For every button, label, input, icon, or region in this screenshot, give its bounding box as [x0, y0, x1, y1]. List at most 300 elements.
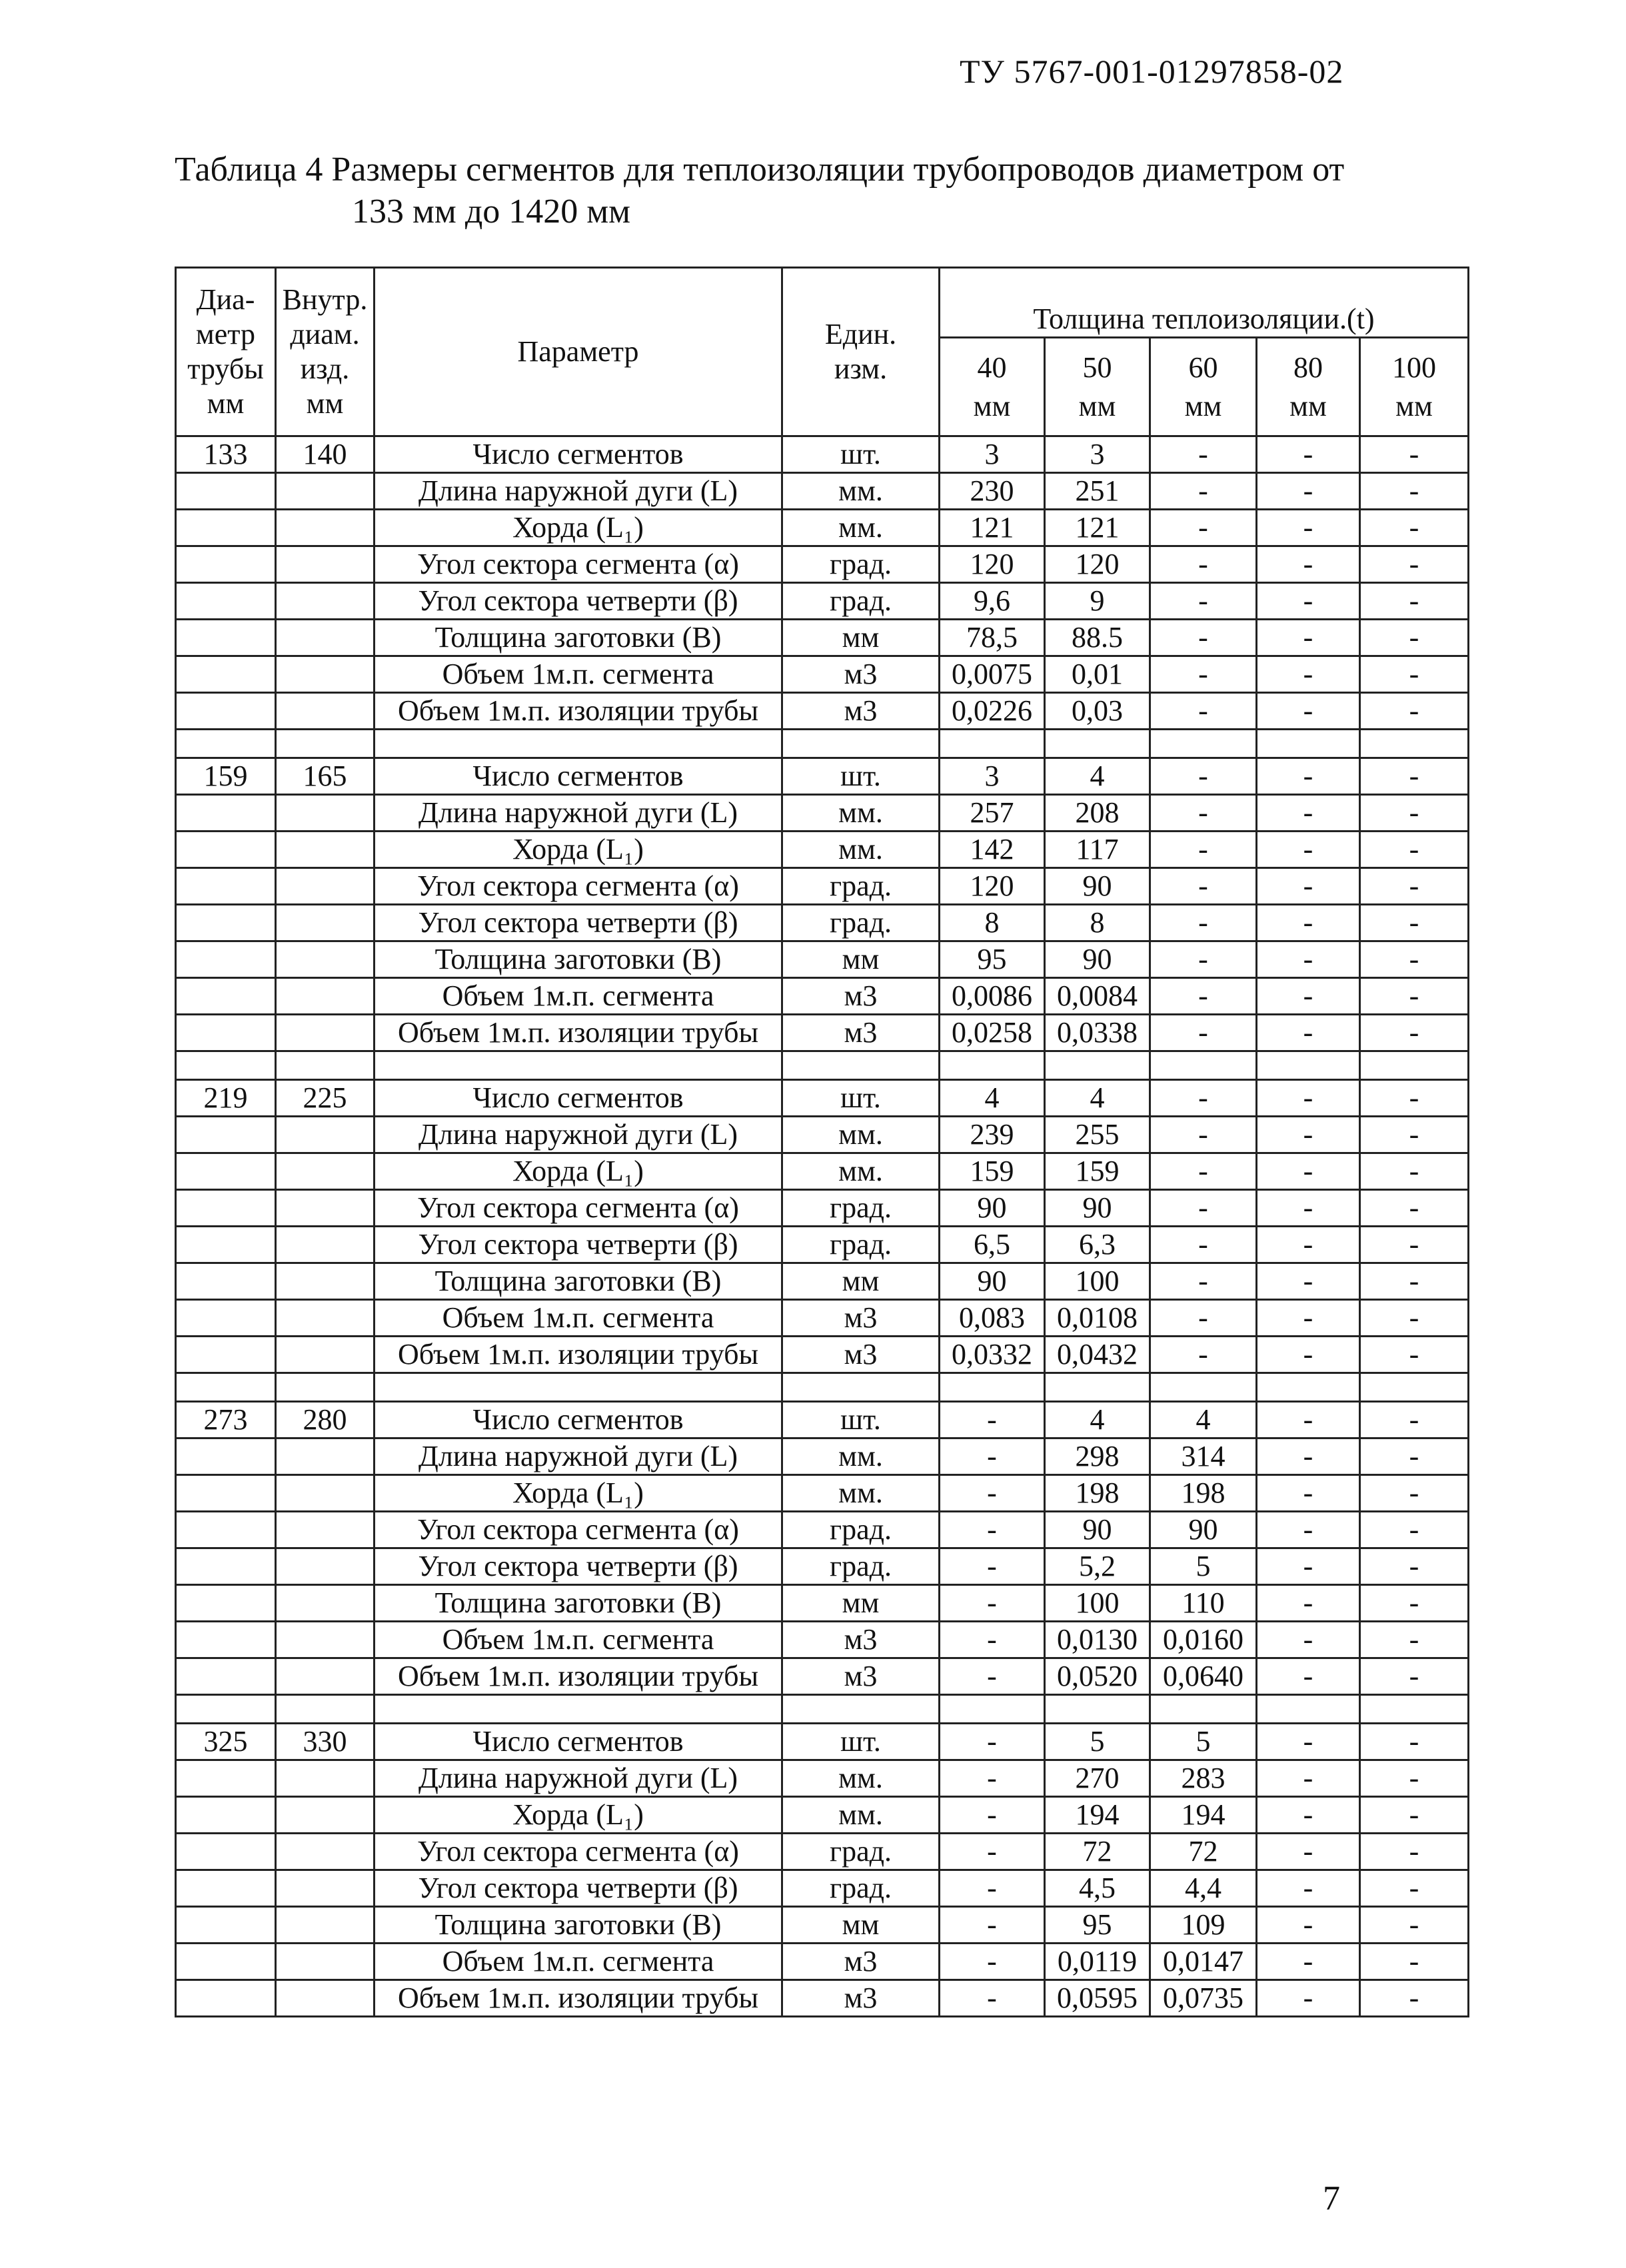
- cell-parameter: Число сегментов: [375, 1724, 782, 1760]
- header-thickness-60: 60 мм: [1150, 338, 1257, 436]
- cell-inner-diameter: [276, 1548, 375, 1585]
- empty-cell: [1150, 1695, 1257, 1724]
- cell-parameter: Объем 1м.п. сегмента: [375, 1622, 782, 1658]
- cell-value: 72: [1150, 1834, 1257, 1870]
- cell-value: -: [1257, 1658, 1360, 1695]
- cell-value: 0,0160: [1150, 1622, 1257, 1658]
- cell-value: 88.5: [1045, 620, 1150, 656]
- cell-value: 0,0735: [1150, 1980, 1257, 2017]
- cell-value: -: [1257, 758, 1360, 795]
- cell-parameter: Толщина заготовки (В): [375, 1263, 782, 1300]
- empty-cell: [176, 1373, 276, 1402]
- cell-unit: град.: [782, 1512, 940, 1548]
- cell-unit: мм.: [782, 1438, 940, 1475]
- header-thickness-group: Толщина теплоизоляции.(t): [940, 268, 1469, 338]
- cell-value: 117: [1045, 832, 1150, 868]
- table-row: [176, 758, 1469, 795]
- cell-value: 120: [940, 546, 1045, 583]
- cell-value: 0,0258: [940, 1015, 1045, 1051]
- cell-diameter: [176, 868, 276, 905]
- table-row: [176, 1153, 1469, 1190]
- cell-parameter: Объем 1м.п. изоляции трубы: [375, 1015, 782, 1051]
- cell-inner-diameter: [276, 1870, 375, 1907]
- empty-cell: [1257, 730, 1360, 758]
- cell-unit: м3: [782, 1300, 940, 1337]
- cell-parameter: Угол сектора сегмента (α): [375, 546, 782, 583]
- empty-cell: [276, 1695, 375, 1724]
- empty-cell: [176, 730, 276, 758]
- cell-value: -: [1360, 1724, 1469, 1760]
- cell-diameter: 219: [176, 1080, 276, 1117]
- cell-inner-diameter: [276, 620, 375, 656]
- cell-value: -: [1360, 1870, 1469, 1907]
- cell-value: 0,0226: [940, 693, 1045, 730]
- group-separator-row: [176, 1695, 1469, 1724]
- cell-value: 4,5: [1045, 1870, 1150, 1907]
- cell-value: 90: [1045, 1190, 1150, 1227]
- cell-unit: град.: [782, 1548, 940, 1585]
- cell-value: 5: [1150, 1724, 1257, 1760]
- cell-value: -: [1257, 1834, 1360, 1870]
- cell-value: -: [940, 1870, 1045, 1907]
- cell-unit: град.: [782, 1870, 940, 1907]
- cell-value: -: [1360, 941, 1469, 978]
- table-row: [176, 1622, 1469, 1658]
- cell-diameter: [176, 1153, 276, 1190]
- cell-value: 159: [940, 1153, 1045, 1190]
- cell-diameter: [176, 620, 276, 656]
- cell-diameter: [176, 1980, 276, 2017]
- cell-parameter: Длина наружной дуги (L): [375, 1438, 782, 1475]
- cell-parameter: Толщина заготовки (В): [375, 620, 782, 656]
- empty-cell: [1257, 1373, 1360, 1402]
- cell-inner-diameter: 140: [276, 436, 375, 473]
- cell-value: 3: [1045, 436, 1150, 473]
- cell-value: 270: [1045, 1760, 1150, 1797]
- empty-cell: [1045, 1051, 1150, 1080]
- cell-value: -: [1257, 1402, 1360, 1438]
- table-row: [176, 795, 1469, 832]
- cell-value: -: [1150, 436, 1257, 473]
- cell-value: -: [1360, 1117, 1469, 1153]
- cell-value: 121: [940, 510, 1045, 546]
- header-inner-diameter: Внутр. диам. изд. мм: [276, 268, 375, 436]
- cell-diameter: [176, 473, 276, 510]
- cell-unit: мм.: [782, 510, 940, 546]
- cell-value: -: [940, 1944, 1045, 1980]
- cell-parameter: Толщина заготовки (В): [375, 941, 782, 978]
- header-thickness-50: 50 мм: [1045, 338, 1150, 436]
- cell-parameter: Объем 1м.п. изоляции трубы: [375, 1658, 782, 1695]
- table-body: [176, 436, 1469, 2017]
- cell-value: -: [1360, 1438, 1469, 1475]
- cell-value: 239: [940, 1117, 1045, 1153]
- empty-cell: [276, 730, 375, 758]
- cell-value: -: [940, 1658, 1045, 1695]
- cell-value: -: [1360, 905, 1469, 941]
- cell-value: 0,0119: [1045, 1944, 1150, 1980]
- cell-value: -: [1150, 1015, 1257, 1051]
- empty-cell: [375, 1373, 782, 1402]
- table-row: [176, 1585, 1469, 1622]
- cell-inner-diameter: [276, 1475, 375, 1512]
- cell-unit: мм.: [782, 1153, 940, 1190]
- cell-value: 90: [1045, 1512, 1150, 1548]
- cell-diameter: [176, 546, 276, 583]
- cell-value: -: [1150, 1117, 1257, 1153]
- cell-value: -: [1257, 1438, 1360, 1475]
- empty-cell: [276, 1051, 375, 1080]
- empty-cell: [782, 1051, 940, 1080]
- cell-diameter: [176, 1015, 276, 1051]
- cell-inner-diameter: [276, 1944, 375, 1980]
- cell-value: -: [1150, 1227, 1257, 1263]
- cell-value: 90: [1045, 868, 1150, 905]
- cell-value: -: [940, 1585, 1045, 1622]
- cell-diameter: [176, 1760, 276, 1797]
- cell-value: -: [1257, 1944, 1360, 1980]
- cell-parameter: Хорда (L₁): [375, 832, 782, 868]
- cell-value: -: [1257, 473, 1360, 510]
- cell-diameter: [176, 1263, 276, 1300]
- cell-unit: шт.: [782, 758, 940, 795]
- table-row: [176, 1724, 1469, 1760]
- cell-value: -: [1257, 1153, 1360, 1190]
- cell-value: -: [1257, 941, 1360, 978]
- cell-unit: мм.: [782, 473, 940, 510]
- cell-value: -: [1257, 1980, 1360, 2017]
- cell-inner-diameter: [276, 1117, 375, 1153]
- cell-value: 95: [1045, 1907, 1150, 1944]
- cell-value: -: [1150, 978, 1257, 1015]
- cell-value: -: [1150, 795, 1257, 832]
- cell-value: 4: [940, 1080, 1045, 1117]
- document-code: ТУ 5767-001-01297858-02: [960, 53, 1344, 90]
- header-thickness-80: 80 мм: [1257, 338, 1360, 436]
- cell-unit: м3: [782, 1337, 940, 1373]
- cell-value: -: [1360, 1475, 1469, 1512]
- table-row: [176, 941, 1469, 978]
- cell-diameter: [176, 1658, 276, 1695]
- cell-parameter: Длина наружной дуги (L): [375, 473, 782, 510]
- cell-value: -: [940, 1797, 1045, 1834]
- cell-value: -: [1150, 473, 1257, 510]
- empty-cell: [176, 1051, 276, 1080]
- table-row: [176, 1117, 1469, 1153]
- cell-value: -: [1257, 795, 1360, 832]
- cell-inner-diameter: [276, 693, 375, 730]
- empty-cell: [940, 1695, 1045, 1724]
- cell-value: -: [1360, 1300, 1469, 1337]
- cell-value: 3: [940, 436, 1045, 473]
- empty-cell: [782, 730, 940, 758]
- cell-inner-diameter: [276, 1907, 375, 1944]
- cell-value: -: [1150, 1300, 1257, 1337]
- table-row: [176, 1944, 1469, 1980]
- cell-value: -: [940, 1760, 1045, 1797]
- cell-unit: мм: [782, 620, 940, 656]
- cell-inner-diameter: [276, 941, 375, 978]
- cell-inner-diameter: [276, 1300, 375, 1337]
- cell-value: -: [1257, 693, 1360, 730]
- cell-diameter: [176, 1944, 276, 1980]
- cell-parameter: Объем 1м.п. сегмента: [375, 1944, 782, 1980]
- cell-inner-diameter: [276, 1622, 375, 1658]
- cell-value: -: [1257, 1117, 1360, 1153]
- table-row: [176, 1190, 1469, 1227]
- table-header: [176, 268, 1469, 436]
- cell-value: -: [1257, 1263, 1360, 1300]
- cell-value: -: [1257, 1907, 1360, 1944]
- cell-inner-diameter: [276, 1337, 375, 1373]
- cell-unit: град.: [782, 1227, 940, 1263]
- cell-value: -: [1257, 978, 1360, 1015]
- table-caption-line-1: Таблица 4 Размеры сегментов для теплоизоляции трубопроводов диаметром от: [175, 151, 1345, 189]
- cell-unit: мм: [782, 1907, 940, 1944]
- cell-unit: град.: [782, 868, 940, 905]
- cell-inner-diameter: 165: [276, 758, 375, 795]
- cell-parameter: Объем 1м.п. сегмента: [375, 656, 782, 693]
- cell-value: -: [1150, 546, 1257, 583]
- cell-value: 5,2: [1045, 1548, 1150, 1585]
- cell-unit: мм.: [782, 1475, 940, 1512]
- cell-value: -: [1257, 583, 1360, 620]
- cell-value: 4,4: [1150, 1870, 1257, 1907]
- cell-unit: шт.: [782, 1402, 940, 1438]
- segments-table: [175, 267, 1469, 2017]
- cell-value: 100: [1045, 1263, 1150, 1300]
- cell-value: 0,03: [1045, 693, 1150, 730]
- table-row: [176, 1300, 1469, 1337]
- cell-value: -: [1257, 656, 1360, 693]
- cell-diameter: [176, 1548, 276, 1585]
- cell-inner-diameter: [276, 1658, 375, 1695]
- cell-value: -: [1150, 1263, 1257, 1300]
- cell-value: 0,0075: [940, 656, 1045, 693]
- cell-parameter: Число сегментов: [375, 1080, 782, 1117]
- header-parameter: Параметр: [375, 268, 782, 436]
- cell-unit: мм: [782, 1263, 940, 1300]
- cell-unit: м3: [782, 1980, 940, 2017]
- cell-diameter: [176, 941, 276, 978]
- cell-unit: м3: [782, 1622, 940, 1658]
- cell-diameter: [176, 1438, 276, 1475]
- cell-value: -: [1360, 656, 1469, 693]
- cell-value: -: [940, 1438, 1045, 1475]
- table-row: [176, 1548, 1469, 1585]
- cell-parameter: Толщина заготовки (В): [375, 1907, 782, 1944]
- cell-value: 95: [940, 941, 1045, 978]
- cell-value: 230: [940, 473, 1045, 510]
- cell-diameter: [176, 832, 276, 868]
- cell-inner-diameter: [276, 1190, 375, 1227]
- empty-cell: [1257, 1695, 1360, 1724]
- cell-diameter: [176, 693, 276, 730]
- cell-value: 0,0332: [940, 1337, 1045, 1373]
- table-row: [176, 1797, 1469, 1834]
- cell-diameter: [176, 583, 276, 620]
- cell-value: -: [1360, 546, 1469, 583]
- empty-cell: [1150, 730, 1257, 758]
- cell-value: -: [1360, 1227, 1469, 1263]
- cell-value: -: [1360, 1980, 1469, 2017]
- empty-cell: [375, 1695, 782, 1724]
- cell-value: 194: [1150, 1797, 1257, 1834]
- cell-value: -: [1257, 868, 1360, 905]
- table-row: [176, 1870, 1469, 1907]
- empty-cell: [1045, 730, 1150, 758]
- cell-value: 159: [1045, 1153, 1150, 1190]
- cell-parameter: Объем 1м.п. изоляции трубы: [375, 693, 782, 730]
- cell-inner-diameter: [276, 1153, 375, 1190]
- table-row: [176, 832, 1469, 868]
- table-row: [176, 1263, 1469, 1300]
- cell-value: -: [1257, 1190, 1360, 1227]
- empty-cell: [1360, 1051, 1469, 1080]
- cell-value: 251: [1045, 473, 1150, 510]
- cell-value: 0,01: [1045, 656, 1150, 693]
- cell-inner-diameter: [276, 1585, 375, 1622]
- cell-inner-diameter: [276, 1263, 375, 1300]
- cell-value: -: [1257, 1080, 1360, 1117]
- empty-cell: [1360, 1373, 1469, 1402]
- cell-value: -: [1150, 832, 1257, 868]
- cell-diameter: [176, 1870, 276, 1907]
- cell-parameter: Угол сектора четверти (β): [375, 1227, 782, 1263]
- cell-value: 120: [1045, 546, 1150, 583]
- cell-value: 194: [1045, 1797, 1150, 1834]
- empty-cell: [1150, 1373, 1257, 1402]
- cell-value: -: [1360, 1080, 1469, 1117]
- table-row: [176, 510, 1469, 546]
- cell-unit: шт.: [782, 436, 940, 473]
- cell-unit: м3: [782, 1015, 940, 1051]
- cell-value: -: [1150, 620, 1257, 656]
- table-row: [176, 473, 1469, 510]
- cell-value: 8: [1045, 905, 1150, 941]
- table-row: [176, 1980, 1469, 2017]
- cell-diameter: [176, 1227, 276, 1263]
- cell-value: -: [1360, 510, 1469, 546]
- cell-unit: мм.: [782, 1760, 940, 1797]
- table-row: [176, 546, 1469, 583]
- cell-value: -: [1257, 510, 1360, 546]
- cell-unit: мм: [782, 941, 940, 978]
- cell-unit: шт.: [782, 1080, 940, 1117]
- cell-value: 257: [940, 795, 1045, 832]
- cell-value: -: [1360, 1907, 1469, 1944]
- cell-parameter: Хорда (L₁): [375, 1475, 782, 1512]
- cell-value: -: [1150, 656, 1257, 693]
- table-row: [176, 436, 1469, 473]
- cell-unit: м3: [782, 656, 940, 693]
- cell-value: 4: [1045, 758, 1150, 795]
- table-row: [176, 1475, 1469, 1512]
- table-row: [176, 1015, 1469, 1051]
- cell-value: 78,5: [940, 620, 1045, 656]
- cell-value: 121: [1045, 510, 1150, 546]
- cell-diameter: [176, 905, 276, 941]
- cell-value: 0,0520: [1045, 1658, 1150, 1695]
- cell-parameter: Угол сектора четверти (β): [375, 1548, 782, 1585]
- cell-inner-diameter: 225: [276, 1080, 375, 1117]
- cell-value: 6,3: [1045, 1227, 1150, 1263]
- cell-parameter: Объем 1м.п. сегмента: [375, 1300, 782, 1337]
- cell-value: -: [1360, 1548, 1469, 1585]
- table-row: [176, 1227, 1469, 1263]
- cell-diameter: [176, 1337, 276, 1373]
- cell-value: -: [1257, 1870, 1360, 1907]
- cell-value: -: [1257, 832, 1360, 868]
- cell-value: -: [1360, 1760, 1469, 1797]
- cell-value: 0,0084: [1045, 978, 1150, 1015]
- cell-value: 110: [1150, 1585, 1257, 1622]
- cell-parameter: Объем 1м.п. изоляции трубы: [375, 1337, 782, 1373]
- cell-inner-diameter: 280: [276, 1402, 375, 1438]
- cell-value: -: [1360, 1015, 1469, 1051]
- cell-value: 72: [1045, 1834, 1150, 1870]
- cell-value: -: [1150, 1080, 1257, 1117]
- cell-value: -: [1257, 905, 1360, 941]
- empty-cell: [940, 1051, 1045, 1080]
- cell-value: -: [1150, 1153, 1257, 1190]
- cell-diameter: [176, 656, 276, 693]
- cell-value: 9,6: [940, 583, 1045, 620]
- cell-diameter: [176, 1622, 276, 1658]
- empty-cell: [1045, 1373, 1150, 1402]
- cell-value: -: [1257, 1797, 1360, 1834]
- cell-diameter: [176, 1300, 276, 1337]
- cell-value: 90: [940, 1190, 1045, 1227]
- cell-unit: мм.: [782, 1117, 940, 1153]
- cell-value: 5: [1045, 1724, 1150, 1760]
- cell-parameter: Число сегментов: [375, 758, 782, 795]
- cell-inner-diameter: [276, 583, 375, 620]
- cell-value: -: [1150, 758, 1257, 795]
- empty-cell: [1150, 1051, 1257, 1080]
- cell-value: -: [1360, 1402, 1469, 1438]
- table-row: [176, 1658, 1469, 1695]
- header-thickness-100: 100 мм: [1360, 338, 1469, 436]
- cell-inner-diameter: [276, 1015, 375, 1051]
- cell-unit: мм: [782, 1585, 940, 1622]
- cell-value: 100: [1045, 1585, 1150, 1622]
- cell-value: -: [1257, 1300, 1360, 1337]
- cell-parameter: Угол сектора сегмента (α): [375, 868, 782, 905]
- cell-value: -: [1257, 1015, 1360, 1051]
- cell-value: 298: [1045, 1438, 1150, 1475]
- empty-cell: [1360, 730, 1469, 758]
- cell-unit: град.: [782, 1190, 940, 1227]
- cell-value: -: [1257, 1227, 1360, 1263]
- cell-inner-diameter: [276, 832, 375, 868]
- cell-value: -: [1360, 1658, 1469, 1695]
- cell-value: -: [1257, 436, 1360, 473]
- table-caption-line-2: 133 мм до 1420 мм: [352, 193, 631, 231]
- table-row: [176, 1080, 1469, 1117]
- cell-inner-diameter: [276, 795, 375, 832]
- cell-parameter: Хорда (L₁): [375, 1153, 782, 1190]
- table-row: [176, 1337, 1469, 1373]
- cell-unit: град.: [782, 905, 940, 941]
- cell-value: -: [1360, 1944, 1469, 1980]
- table-row: [176, 656, 1469, 693]
- cell-inner-diameter: [276, 1512, 375, 1548]
- cell-inner-diameter: [276, 1797, 375, 1834]
- cell-value: -: [940, 1512, 1045, 1548]
- cell-value: -: [1150, 1190, 1257, 1227]
- cell-unit: м3: [782, 978, 940, 1015]
